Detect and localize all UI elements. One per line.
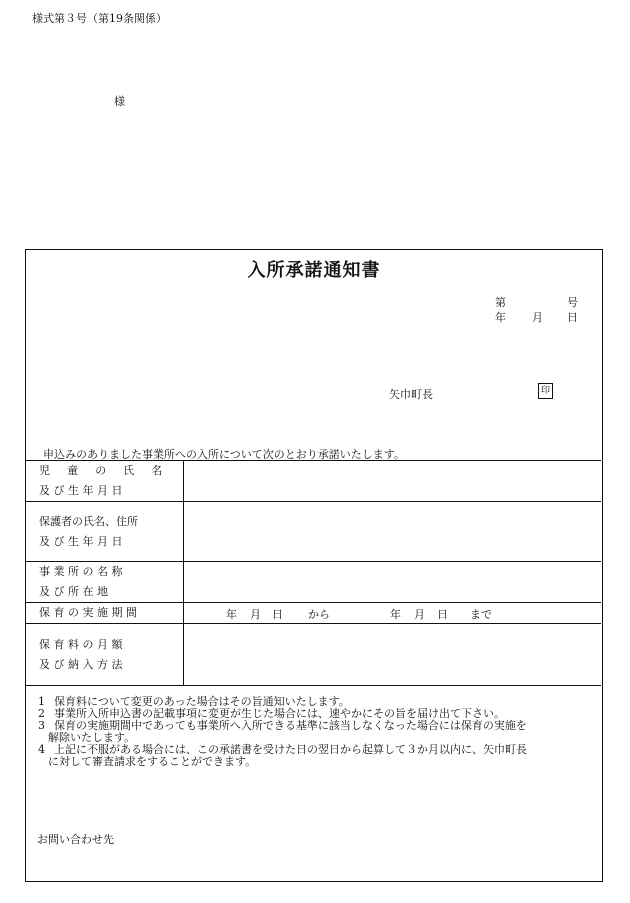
table-row <box>26 603 601 624</box>
table-row <box>26 624 601 686</box>
details-table <box>26 460 601 686</box>
date-year: 年 <box>495 311 506 324</box>
contact-label: お問い合わせ先 <box>37 833 114 846</box>
seal-mark: 印 <box>538 383 553 399</box>
guardian-value[interactable] <box>184 502 602 562</box>
docno-prefix: 第 <box>495 296 506 309</box>
note-text: 保育料について変更のあった場合はその旨通知いたします。 <box>54 695 350 708</box>
child-value[interactable] <box>184 461 602 502</box>
child-label <box>26 461 184 502</box>
period-month-1: 月 <box>250 607 261 621</box>
period-day-2: 日 <box>437 607 448 621</box>
table-row <box>26 562 601 603</box>
note-continuation: に対して審査請求をすることができます。 <box>48 755 257 768</box>
date-day: 日 <box>567 311 578 324</box>
issuer-name: 矢巾町長 <box>389 388 433 401</box>
period-label <box>26 603 184 624</box>
note-text: 上記に不服がある場合には、この承諾書を受けた日の翌日から起算して３か月以内に、矢巾町長 <box>54 743 527 756</box>
fee-value[interactable] <box>184 624 602 686</box>
period-day-1: 日 <box>272 607 283 621</box>
child-label-line2: 及 び 生 年 月 日 <box>39 484 123 497</box>
guardian-label-line2: 及 び 生 年 月 日 <box>39 534 123 548</box>
table-row <box>26 502 601 562</box>
note-number: 1 <box>38 695 45 708</box>
guardian-label-line1: 保護者の氏名、住所 <box>39 514 138 528</box>
period-year-2: 年 <box>390 607 401 621</box>
child-label-line1: 児 童 の 氏 名 <box>39 464 170 477</box>
notes-list <box>38 696 598 768</box>
table-row <box>26 461 601 502</box>
facility-label-line2: 及 び 所 在 地 <box>39 585 108 598</box>
document-title: 入所承諾通知書 <box>247 260 381 281</box>
fee-label <box>26 624 184 686</box>
fee-label-line1: 保 育 料 の 月 額 <box>39 637 123 651</box>
facility-label-line1: 事 業 所 の 名 称 <box>39 565 123 578</box>
note-number: 2 <box>38 707 45 720</box>
period-from: から <box>308 607 330 621</box>
facility-value[interactable] <box>184 562 602 603</box>
note-text: 事業所入所申込書の記載事項に変更が生じた場合には、速やかにその旨を届け出て下さい。 <box>54 707 505 720</box>
note-number: 4 <box>38 743 45 756</box>
note-item <box>38 720 598 744</box>
notice-frame <box>25 249 603 882</box>
note-text: 保育の実施期間中であっても事業所へ入所できる基準に該当しなくなった場合には保育の実施を <box>54 719 527 732</box>
note-number: 3 <box>38 719 45 732</box>
note-item <box>38 744 598 768</box>
period-month-2: 月 <box>414 607 425 621</box>
intro-text: 申込みのありました事業所への入所について次のとおり承諾いたします。 <box>43 448 405 461</box>
date-month: 月 <box>532 311 543 324</box>
period-until: まで <box>470 607 492 621</box>
fee-label-line2: 及 び 納 入 方 法 <box>39 657 123 671</box>
guardian-label <box>26 502 184 562</box>
docno-suffix: 号 <box>567 296 578 309</box>
addressee-suffix: 様 <box>114 95 125 108</box>
form-number: 様式第３号（第19条関係） <box>32 12 167 25</box>
note-continuation: 解除いたします。 <box>48 731 136 744</box>
period-label-text: 保 育 の 実 施 期 間 <box>39 606 137 619</box>
period-value <box>184 603 602 624</box>
period-year-1: 年 <box>226 607 237 621</box>
facility-label <box>26 562 184 603</box>
